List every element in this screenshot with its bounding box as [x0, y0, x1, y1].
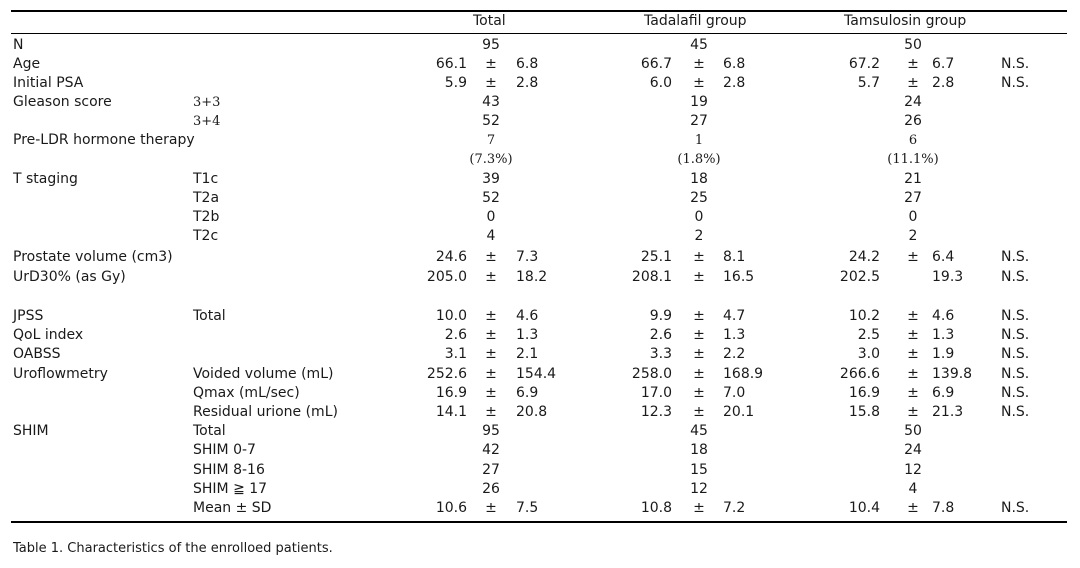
row-label: Pre-LDR hormone therapy [13, 132, 195, 148]
total-plusminus: ± [485, 308, 497, 324]
row-label: T staging [13, 171, 78, 187]
tam-sd: 139.8 [932, 366, 973, 382]
row-sublabel: T2a [193, 190, 220, 206]
tam-sd: 4.6 [932, 308, 955, 324]
p-value: N.S. [1001, 75, 1030, 91]
bottom-rule [11, 521, 1067, 523]
row-sublabel: SHIM ≧ 17 [193, 481, 268, 497]
row-label: N [13, 37, 24, 53]
total-value: 42 [482, 442, 500, 458]
tad-plusminus: ± [693, 404, 705, 420]
tad-plusminus: ± [693, 366, 705, 382]
tam-value: (11.1%) [887, 152, 939, 167]
tam-mean: 266.6 [839, 366, 880, 382]
table-caption: Table 1. Characteristics of the enrolloed patients. [13, 541, 333, 556]
tam-mean: 67.2 [848, 56, 880, 72]
tad-sd: 2.2 [723, 346, 746, 362]
table-row [0, 131, 1080, 150]
tad-mean: 208.1 [631, 269, 672, 285]
tam-value: 24 [904, 94, 922, 110]
total-mean: 66.1 [435, 56, 467, 72]
total-plusminus: ± [485, 327, 497, 343]
row-label: JPSS [13, 308, 44, 324]
row-sublabel: Voided volume (mL) [193, 366, 334, 382]
tad-plusminus: ± [693, 327, 705, 343]
p-value: N.S. [1001, 404, 1030, 420]
total-mean: 16.9 [435, 385, 467, 401]
total-value: (7.3%) [469, 152, 513, 167]
total-value: 52 [482, 113, 500, 129]
p-value: N.S. [1001, 308, 1030, 324]
tad-sd: 4.7 [723, 308, 746, 324]
tam-sd: 6.4 [932, 249, 955, 265]
p-value: N.S. [1001, 500, 1030, 516]
row-sublabel: T2b [193, 209, 220, 225]
total-mean: 205.0 [426, 269, 467, 285]
total-value: 39 [482, 171, 500, 187]
row-sublabel: 3+4 [193, 114, 221, 129]
tad-value: 18 [690, 171, 708, 187]
p-value: N.S. [1001, 249, 1030, 265]
top-rule [11, 10, 1067, 12]
tad-plusminus: ± [693, 346, 705, 362]
row-sublabel: 3+3 [193, 95, 221, 110]
row-sublabel: Total [193, 423, 226, 439]
total-sd: 18.2 [516, 269, 548, 285]
table-row [0, 326, 1080, 345]
tad-value: 45 [690, 37, 708, 53]
table-row [0, 403, 1080, 422]
table-row [0, 499, 1080, 518]
row-sublabel: SHIM 8-16 [193, 462, 265, 478]
tad-sd: 8.1 [723, 249, 746, 265]
tad-sd: 2.8 [723, 75, 746, 91]
tad-value: 25 [690, 190, 708, 206]
table-row [0, 441, 1080, 460]
tam-plusminus: ± [907, 404, 919, 420]
total-value: 95 [482, 37, 500, 53]
total-plusminus: ± [485, 346, 497, 362]
total-value: 27 [482, 462, 500, 478]
total-mean: 10.0 [435, 308, 467, 324]
tad-sd: 16.5 [723, 269, 755, 285]
tam-value: 2 [908, 228, 918, 244]
total-mean: 14.1 [435, 404, 467, 420]
tad-plusminus: ± [693, 249, 705, 265]
tad-mean: 25.1 [640, 249, 672, 265]
tad-value: 19 [690, 94, 708, 110]
tam-mean: 15.8 [848, 404, 880, 420]
tad-plusminus: ± [693, 500, 705, 516]
total-plusminus: ± [485, 56, 497, 72]
tad-value: 27 [690, 113, 708, 129]
tam-sd: 19.3 [932, 269, 964, 285]
tad-mean: 10.8 [640, 500, 672, 516]
tad-sd: 1.3 [723, 327, 746, 343]
table-row [0, 422, 1080, 441]
tam-mean: 202.5 [839, 269, 880, 285]
p-value: N.S. [1001, 56, 1030, 72]
tad-value: 12 [690, 481, 708, 497]
tad-sd: 7.0 [723, 385, 746, 401]
tad-value: (1.8%) [677, 152, 721, 167]
table-row [0, 365, 1080, 384]
total-value: 4 [486, 228, 496, 244]
table-row [0, 112, 1080, 131]
header-tamsulosin: Tamsulosin group [844, 13, 967, 29]
total-mean: 2.6 [444, 327, 467, 343]
total-plusminus: ± [485, 366, 497, 382]
total-value: 0 [486, 209, 496, 225]
total-mean: 5.9 [444, 75, 467, 91]
total-value: 26 [482, 481, 500, 497]
table-row [0, 227, 1080, 246]
total-mean: 10.6 [435, 500, 467, 516]
tam-sd: 21.3 [932, 404, 964, 420]
table-row [0, 170, 1080, 189]
total-value: 43 [482, 94, 500, 110]
total-plusminus: ± [485, 75, 497, 91]
tam-value: 24 [904, 442, 922, 458]
row-sublabel: T1c [193, 171, 219, 187]
tam-mean: 5.7 [857, 75, 880, 91]
row-label: SHIM [13, 423, 49, 439]
tad-value: 15 [690, 462, 708, 478]
tad-mean: 9.9 [649, 308, 672, 324]
tam-value: 6 [908, 133, 918, 148]
row-sublabel: Mean ± SD [193, 500, 272, 516]
tam-value: 12 [904, 462, 922, 478]
tam-sd: 1.3 [932, 327, 955, 343]
row-label: Gleason score [13, 94, 112, 110]
tad-value: 2 [694, 228, 704, 244]
tad-plusminus: ± [693, 75, 705, 91]
tad-mean: 66.7 [640, 56, 672, 72]
row-label: OABSS [13, 346, 61, 362]
tad-sd: 7.2 [723, 500, 746, 516]
p-value: N.S. [1001, 366, 1030, 382]
total-value: 52 [482, 190, 500, 206]
table-row [0, 480, 1080, 499]
header-rule [11, 33, 1067, 34]
tam-plusminus: ± [907, 75, 919, 91]
table-row [0, 55, 1080, 74]
total-mean: 252.6 [426, 366, 467, 382]
p-value: N.S. [1001, 346, 1030, 362]
tad-plusminus: ± [693, 269, 705, 285]
total-plusminus: ± [485, 385, 497, 401]
table-row [0, 345, 1080, 364]
row-sublabel: T2c [193, 228, 219, 244]
row-label: QoL index [13, 327, 84, 343]
total-sd: 154.4 [516, 366, 557, 382]
row-label: Prostate volume (cm3) [13, 249, 173, 265]
tam-plusminus: ± [907, 249, 919, 265]
total-plusminus: ± [485, 500, 497, 516]
tad-plusminus: ± [693, 56, 705, 72]
total-sd: 20.8 [516, 404, 548, 420]
tam-mean: 16.9 [848, 385, 880, 401]
tam-mean: 10.2 [848, 308, 880, 324]
total-plusminus: ± [485, 249, 497, 265]
total-value: 7 [486, 133, 496, 148]
tam-plusminus: ± [907, 500, 919, 516]
tam-plusminus: ± [907, 327, 919, 343]
total-sd: 6.8 [516, 56, 539, 72]
tam-value: 27 [904, 190, 922, 206]
total-sd: 2.1 [516, 346, 539, 362]
tad-plusminus: ± [693, 385, 705, 401]
total-sd: 2.8 [516, 75, 539, 91]
tam-plusminus: ± [907, 366, 919, 382]
row-label: UrD30% (as Gy) [13, 269, 126, 285]
tam-sd: 6.9 [932, 385, 955, 401]
table-row [0, 93, 1080, 112]
tam-mean: 10.4 [848, 500, 880, 516]
total-sd: 4.6 [516, 308, 539, 324]
p-value: N.S. [1001, 385, 1030, 401]
total-sd: 7.3 [516, 249, 539, 265]
tad-value: 1 [694, 133, 704, 148]
tam-plusminus: ± [907, 56, 919, 72]
row-label: Uroflowmetry [13, 366, 108, 382]
total-plusminus: ± [485, 404, 497, 420]
tam-mean: 3.0 [857, 346, 880, 362]
tad-value: 45 [690, 423, 708, 439]
table-row [0, 150, 1080, 169]
tam-value: 21 [904, 171, 922, 187]
tad-mean: 3.3 [649, 346, 672, 362]
tam-value: 26 [904, 113, 922, 129]
tam-value: 4 [908, 481, 918, 497]
tam-plusminus: ± [907, 346, 919, 362]
tad-mean: 258.0 [631, 366, 672, 382]
tam-value: 50 [904, 37, 922, 53]
tad-sd: 6.8 [723, 56, 746, 72]
tad-sd: 168.9 [723, 366, 764, 382]
table-row [0, 74, 1080, 93]
header-total: Total [473, 13, 506, 29]
total-mean: 24.6 [435, 249, 467, 265]
total-sd: 6.9 [516, 385, 539, 401]
tam-mean: 24.2 [848, 249, 880, 265]
row-sublabel: SHIM 0-7 [193, 442, 256, 458]
tam-sd: 7.8 [932, 500, 955, 516]
tam-mean: 2.5 [857, 327, 880, 343]
total-sd: 7.5 [516, 500, 539, 516]
row-sublabel: Residual urione (mL) [193, 404, 338, 420]
total-mean: 3.1 [444, 346, 467, 362]
tad-value: 18 [690, 442, 708, 458]
p-value: N.S. [1001, 327, 1030, 343]
total-value: 95 [482, 423, 500, 439]
total-sd: 1.3 [516, 327, 539, 343]
table-row [0, 268, 1080, 287]
table-row [0, 36, 1080, 55]
total-plusminus: ± [485, 269, 497, 285]
tad-mean: 2.6 [649, 327, 672, 343]
table-row [0, 189, 1080, 208]
tam-plusminus: ± [907, 385, 919, 401]
tam-value: 50 [904, 423, 922, 439]
tad-value: 0 [694, 209, 704, 225]
row-label: Age [13, 56, 41, 72]
header-tadalafil: Tadalafil group [644, 13, 747, 29]
row-sublabel: Qmax (mL/sec) [193, 385, 300, 401]
tam-sd: 1.9 [932, 346, 955, 362]
tad-mean: 12.3 [640, 404, 672, 420]
tam-plusminus: ± [907, 308, 919, 324]
table-row [0, 307, 1080, 326]
tad-plusminus: ± [693, 308, 705, 324]
tam-sd: 6.7 [932, 56, 955, 72]
tam-sd: 2.8 [932, 75, 955, 91]
tad-mean: 6.0 [649, 75, 672, 91]
table-row [0, 461, 1080, 480]
table-row [0, 384, 1080, 403]
row-label: Initial PSA [13, 75, 84, 91]
table-row [0, 208, 1080, 227]
row-sublabel: Total [193, 308, 226, 324]
tam-value: 0 [908, 209, 918, 225]
tad-mean: 17.0 [640, 385, 672, 401]
p-value: N.S. [1001, 269, 1030, 285]
tad-sd: 20.1 [723, 404, 755, 420]
table-row [0, 248, 1080, 267]
